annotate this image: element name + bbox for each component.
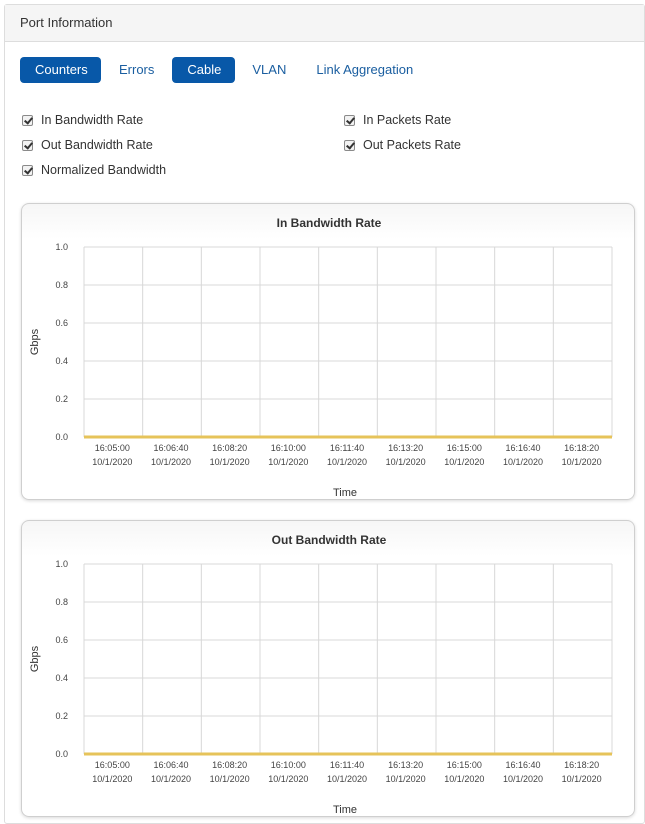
x-tick-date-label: 10/1/2020 <box>326 774 368 784</box>
data-point <box>405 754 406 755</box>
tab-counters[interactable]: Counters <box>20 57 101 83</box>
data-point <box>171 754 172 755</box>
checkbox-checked-icon[interactable] <box>22 115 33 126</box>
x-tick-date-label: 10/1/2020 <box>150 457 192 467</box>
checkbox-label: Out Packets Rate <box>363 138 461 152</box>
x-tick-date-label: 10/1/2020 <box>385 457 426 467</box>
x-tick-label: 16:08:20 <box>212 443 248 453</box>
y-tick-label: 0.0 <box>55 749 68 759</box>
panel-title: Port Information <box>5 5 644 42</box>
tab-link-aggregation[interactable]: Link Aggregation <box>316 62 414 77</box>
data-point <box>581 437 582 438</box>
data-point <box>112 754 113 755</box>
x-tick-date-label: 10/1/2020 <box>268 774 309 784</box>
checkbox-normalized-bandwidth[interactable] <box>22 163 166 177</box>
y-tick-label: 0.6 <box>55 318 68 328</box>
y-tick-label: 0.2 <box>55 394 68 404</box>
chart-title: In Bandwidth Rate <box>276 216 382 230</box>
checkbox-checked-icon[interactable] <box>22 165 33 176</box>
x-tick-date-label: 10/1/2020 <box>92 774 133 784</box>
checkbox-out-packets-rate[interactable] <box>344 138 461 152</box>
y-tick-label: 1.0 <box>55 242 68 252</box>
x-tick-label: 16:15:00 <box>446 443 482 453</box>
x-tick-date-label: 10/1/2020 <box>209 457 250 467</box>
x-tick-label: 16:18:20 <box>564 760 600 770</box>
y-tick-label: 0.0 <box>55 432 68 442</box>
data-point <box>581 754 582 755</box>
x-tick-date-label: 10/1/2020 <box>561 457 602 467</box>
tab-vlan[interactable]: VLAN <box>252 62 287 77</box>
out-bandwidth-rate-chart <box>21 520 635 817</box>
y-tick-label: 0.4 <box>55 673 68 683</box>
chart-svg <box>22 204 636 501</box>
data-point <box>405 437 406 438</box>
x-tick-label: 16:10:00 <box>270 760 306 770</box>
y-tick-label: 0.6 <box>55 635 68 645</box>
y-tick-label: 0.8 <box>55 280 68 290</box>
x-axis-label: Time <box>332 487 358 499</box>
x-tick-date-label: 10/1/2020 <box>444 774 485 784</box>
x-tick-date-label: 10/1/2020 <box>444 457 485 467</box>
x-tick-date-label: 10/1/2020 <box>268 457 309 467</box>
data-point <box>464 754 465 755</box>
chart-title: Out Bandwidth Rate <box>271 533 387 547</box>
x-tick-date-label: 10/1/2020 <box>561 774 602 784</box>
x-tick-label: 16:11:40 <box>329 760 365 770</box>
x-tick-label: 16:05:00 <box>94 443 130 453</box>
x-tick-date-label: 10/1/2020 <box>209 774 250 784</box>
x-tick-label: 16:18:20 <box>564 443 600 453</box>
data-point <box>523 754 524 755</box>
checkbox-in-packets-rate[interactable] <box>344 113 451 127</box>
checkbox-checked-icon[interactable] <box>22 140 33 151</box>
checkbox-checked-icon[interactable] <box>344 140 355 151</box>
x-tick-label: 16:11:40 <box>329 443 365 453</box>
checkbox-label: In Bandwidth Rate <box>41 113 144 127</box>
checkbox-in-bandwidth-rate[interactable] <box>22 113 143 127</box>
data-point <box>171 437 172 438</box>
data-point <box>464 437 465 438</box>
checkbox-checked-icon[interactable] <box>344 115 355 126</box>
checkbox-out-bandwidth-rate[interactable] <box>22 138 153 152</box>
data-point <box>288 437 289 438</box>
in-bandwidth-rate-chart <box>21 203 635 500</box>
y-tick-label: 0.2 <box>55 711 68 721</box>
data-point <box>229 754 230 755</box>
port-information-panel <box>4 4 645 824</box>
tab-errors[interactable]: Errors <box>119 62 155 77</box>
tab-cable[interactable]: Cable <box>172 57 235 83</box>
checkbox-label: Normalized Bandwidth <box>41 163 167 177</box>
data-point <box>347 437 348 438</box>
y-tick-label: 0.4 <box>55 356 68 366</box>
data-point <box>229 437 230 438</box>
x-axis-label: Time <box>332 804 358 816</box>
port-tabs <box>20 57 428 83</box>
data-point <box>112 437 113 438</box>
x-tick-label: 16:15:00 <box>446 760 482 770</box>
x-tick-label: 16:05:00 <box>94 760 130 770</box>
x-tick-label: 16:16:40 <box>505 760 541 770</box>
checkbox-label: In Packets Rate <box>363 113 452 127</box>
x-tick-label: 16:13:20 <box>388 443 424 453</box>
data-point <box>523 437 524 438</box>
y-axis-label: Gbps <box>29 328 41 356</box>
x-tick-label: 16:08:20 <box>212 760 248 770</box>
y-tick-label: 1.0 <box>55 559 68 569</box>
y-axis-label: Gbps <box>29 645 41 673</box>
data-point <box>347 754 348 755</box>
y-tick-label: 0.8 <box>55 597 68 607</box>
x-tick-label: 16:10:00 <box>270 443 306 453</box>
x-tick-date-label: 10/1/2020 <box>92 457 133 467</box>
x-tick-date-label: 10/1/2020 <box>502 457 544 467</box>
x-tick-label: 16:06:40 <box>153 760 189 770</box>
x-tick-date-label: 10/1/2020 <box>326 457 368 467</box>
data-point <box>288 754 289 755</box>
x-tick-label: 16:06:40 <box>153 443 189 453</box>
checkbox-label: Out Bandwidth Rate <box>41 138 153 152</box>
chart-selection-checkboxes <box>20 111 640 191</box>
x-tick-date-label: 10/1/2020 <box>150 774 192 784</box>
x-tick-date-label: 10/1/2020 <box>502 774 544 784</box>
x-tick-label: 16:16:40 <box>505 443 541 453</box>
x-tick-label: 16:13:20 <box>388 760 424 770</box>
chart-svg <box>22 521 636 818</box>
x-tick-date-label: 10/1/2020 <box>385 774 426 784</box>
